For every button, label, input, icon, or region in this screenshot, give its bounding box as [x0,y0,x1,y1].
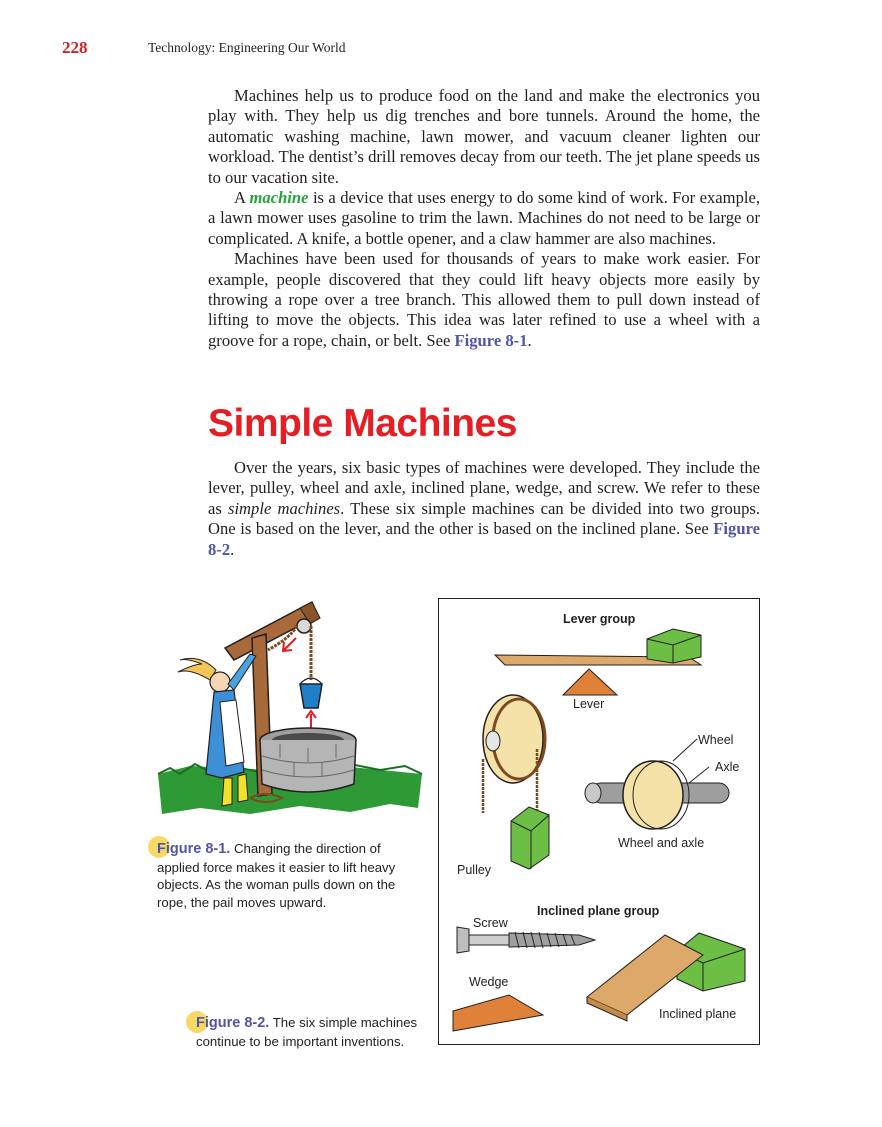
paragraph [208,249,760,351]
lever-block [647,629,701,663]
running-head: Technology: Engineering Our World [148,40,346,55]
screw-thread [509,933,595,947]
pulley-wheel [297,619,311,633]
pulley-hub [486,731,500,751]
wheel-label: Wheel [698,733,734,747]
section-heading: Simple Machines [208,402,517,445]
text-run: A [234,188,250,208]
pulley-label: Pulley [457,863,492,877]
page-number: 228 [62,38,88,57]
woman-arms [228,654,256,690]
intro-text [208,86,760,351]
caption-text: Changing the direction of applied force makes it easier to lift heavy objects. As the woman pulls down on the rope, the pail moves upward. [157,841,396,910]
lever-fulcrum [563,669,617,695]
wedge-label: Wedge [469,975,509,989]
section-text [208,458,760,560]
screw-shank [469,935,509,945]
well-pulley-illustration [150,598,425,833]
figure-reference-link[interactable]: Figure 8-2 [208,519,760,559]
caption-label: Figure 8-1. [157,841,231,857]
text-run: . [230,539,235,559]
figure-reference-link[interactable]: Figure 8-1 [454,330,528,350]
woman-head [210,672,230,692]
inclined-plane-group-title: Inclined plane group [537,904,660,918]
text-run: . [527,330,532,350]
woman-hair [178,658,216,680]
pail [300,684,322,708]
screw-label: Screw [473,916,508,930]
figure-8-2-caption [196,1014,432,1050]
emphasis: simple machines [227,498,341,518]
figure-8-1-caption [157,840,397,911]
key-term: machine [249,188,309,208]
caption-text: The six simple machines continue to be important inventions. [196,1015,418,1049]
text-run: Over the years, six basic types of machines were developed. They include the lever, pulley, wheel and axle, inclined plane, wedge, and screw. We refer to these as [208,458,760,518]
paragraph: Machines help us to produce food on the land and make the electronics you play with. They help us dig trenches and bore tunnels. Around the home, the automatic washing machine, lawn mower, and vacuum cleaner lighten our workload. The dentist’s drill removes decay from our teeth. The jet plane speeds us to our vacation site. [208,86,760,187]
wedge [453,995,543,1031]
text-run: is a device that uses energy to do some kind of work. For example, a lawn mower uses gasoline to trim the lawn. Machines do not need to be large or complicated. A knife, a bottle opener, and a claw hammer are also machines. [208,188,760,248]
lever-group-title: Lever group [563,612,636,626]
text-run: Machines have been used for thousands of years to make work easier. For example, people discovered that they could lift heavy objects more easily by throwing a rope over a tree branch. This allowed them to pull down instead of lifting to move the objects. This idea was later refined to use a wheel with a groove for a rope, chain, or belt. See [208,249,760,350]
wheel-and-axle-label: Wheel and axle [618,836,705,850]
axle-end [585,783,601,803]
lever-label: Lever [573,697,605,711]
inclined-plane-label: Inclined plane [659,1007,737,1021]
axle-label: Axle [715,760,740,774]
wheel-disc [623,761,683,829]
pulley-block [511,807,549,869]
text-run: . These six simple machines can be divided into two groups. One is based on the lever, and the other is based on the inclined plane. See [208,498,760,539]
well-wall [260,740,356,792]
paragraph [208,188,760,249]
caption-label: Figure 8-2. [196,1015,270,1031]
up-arrow [306,711,316,728]
screw-head [457,927,469,953]
paragraph [208,458,760,560]
simple-machines-diagram [438,598,760,1045]
